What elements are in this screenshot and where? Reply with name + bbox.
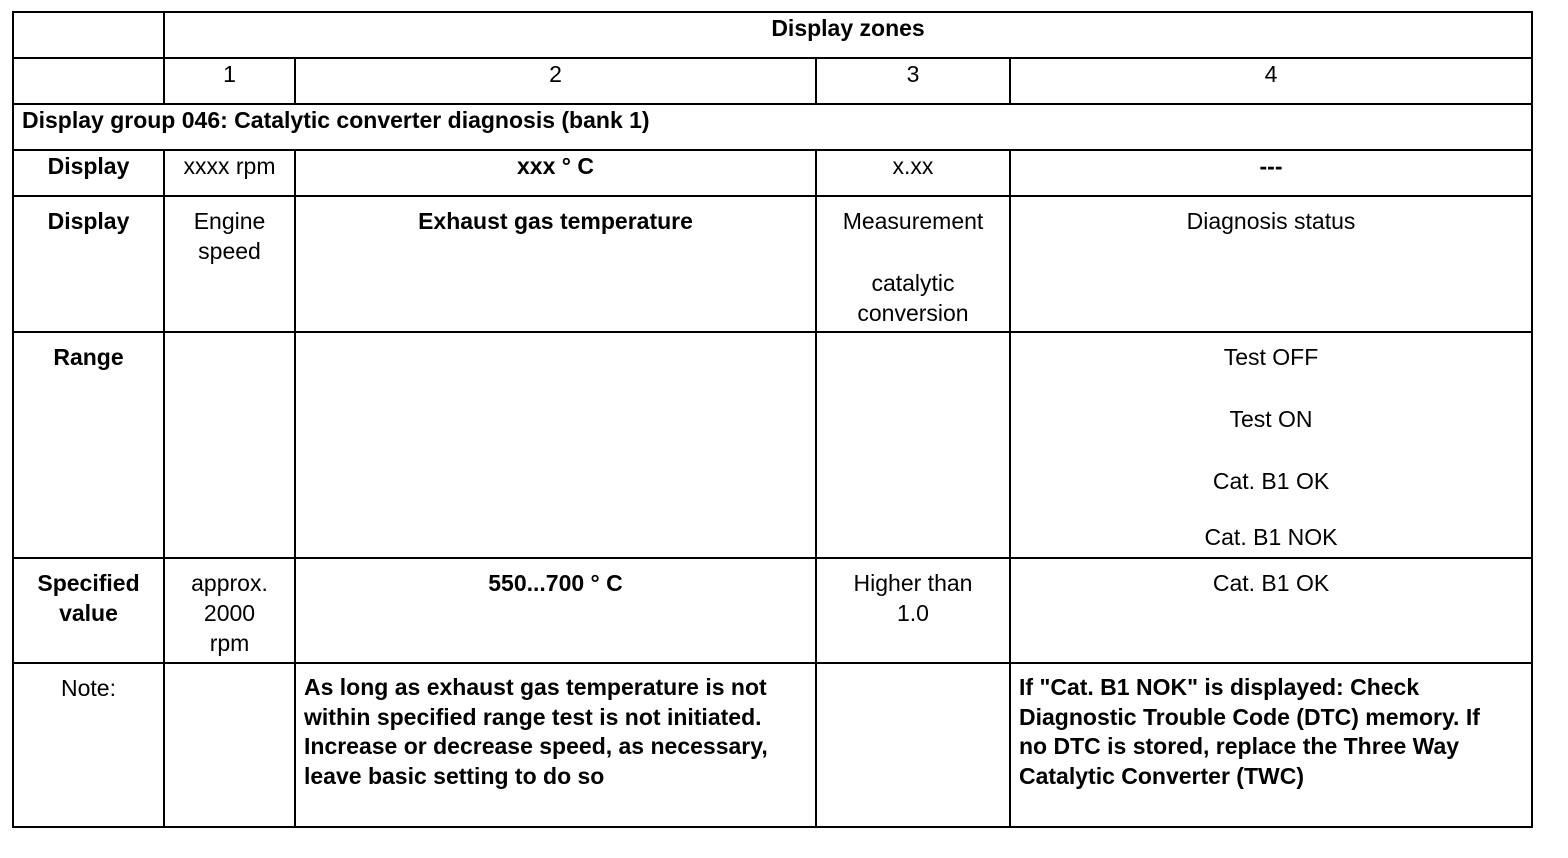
note-zone3-empty (816, 663, 1010, 827)
row-label-display: Display (13, 150, 164, 196)
engine-speed-cell (164, 196, 295, 332)
zone-number-2: 2 (295, 58, 816, 104)
note-row (13, 663, 1532, 827)
spec-zone4-cell (1010, 558, 1532, 663)
empty-label-cell (13, 58, 164, 104)
spec-zone4-value: Cat. B1 OK (1212, 570, 1330, 596)
spec-zone1-value: approx. 2000 rpm (191, 570, 268, 656)
range-item-cat-nok: Cat. B1 NOK (1204, 524, 1338, 550)
range-zone1-empty (164, 332, 295, 558)
note-zone4-text: If "Cat. B1 NOK" is displayed: Check Diagnostic Trouble Code (DTC) memory. If no DTC is stored, replace the Three Way Catalytic Converter (TWC) (1019, 674, 1480, 789)
display-value-row (13, 150, 1532, 196)
display-description-row (13, 196, 1532, 332)
range-zone3-empty (816, 332, 1010, 558)
exhaust-temp-cell (295, 196, 816, 332)
range-zone4-cell (1010, 332, 1532, 558)
range-item-test-off: Test OFF (1223, 344, 1319, 370)
note-zone4-cell (1010, 663, 1532, 827)
zone-number-1: 1 (164, 58, 295, 104)
note-zone1-empty (164, 663, 295, 827)
range-item-test-on: Test ON (1229, 406, 1313, 432)
zone-number-3: 3 (816, 58, 1010, 104)
display-zone4-value: --- (1010, 150, 1532, 196)
spec-zone2-cell (295, 558, 816, 663)
range-item-cat-ok: Cat. B1 OK (1212, 468, 1330, 494)
spec-zone3-value: Higher than 1.0 (853, 570, 973, 626)
spec-zone2-value: 550...700 ° C (488, 570, 623, 596)
row-label-specified-cell (13, 558, 164, 663)
diagnosis-status-cell (1010, 196, 1532, 332)
measurement-cell (816, 196, 1010, 332)
exhaust-temp-label: Exhaust gas temperature (418, 208, 693, 234)
spec-zone3-cell (816, 558, 1010, 663)
row-label-specified: Specified value (37, 570, 140, 626)
row-label-note-cell (13, 663, 164, 827)
row-label-display-desc-cell (13, 196, 164, 332)
range-row (13, 332, 1532, 558)
range-zone2-empty (295, 332, 816, 558)
note-zone2-text: As long as exhaust gas temperature is not within specified range test is not initiated. Increase or decrease speed, as necessary, leave basic setting to do so (304, 674, 768, 789)
row-label-display-desc: Display (47, 208, 130, 234)
zones-header-row (13, 12, 1532, 58)
row-label-range: Range (53, 344, 124, 370)
row-label-note: Note: (61, 675, 116, 701)
display-group-table (12, 11, 1533, 828)
measurement-label: Measurement (842, 208, 984, 234)
display-zone2-value: xxx ° C (295, 150, 816, 196)
display-zone3-value: x.xx (816, 150, 1010, 196)
display-group-title: Display group 046: Catalytic converter diagnosis (bank 1) (13, 104, 1532, 150)
zone-numbers-row (13, 58, 1532, 104)
group-title-row (13, 104, 1532, 150)
display-zones-header: Display zones (164, 12, 1532, 58)
empty-corner-cell (13, 12, 164, 58)
specified-value-row (13, 558, 1532, 663)
row-label-range-cell (13, 332, 164, 558)
engine-speed-label: Engine speed (193, 208, 266, 264)
catalytic-conversion-label: catalytic conversion (857, 270, 969, 326)
display-zone1-value: xxxx rpm (164, 150, 295, 196)
zone-number-4: 4 (1010, 58, 1532, 104)
diagnosis-status-label: Diagnosis status (1186, 208, 1356, 234)
spec-zone1-cell (164, 558, 295, 663)
note-zone2-cell (295, 663, 816, 827)
